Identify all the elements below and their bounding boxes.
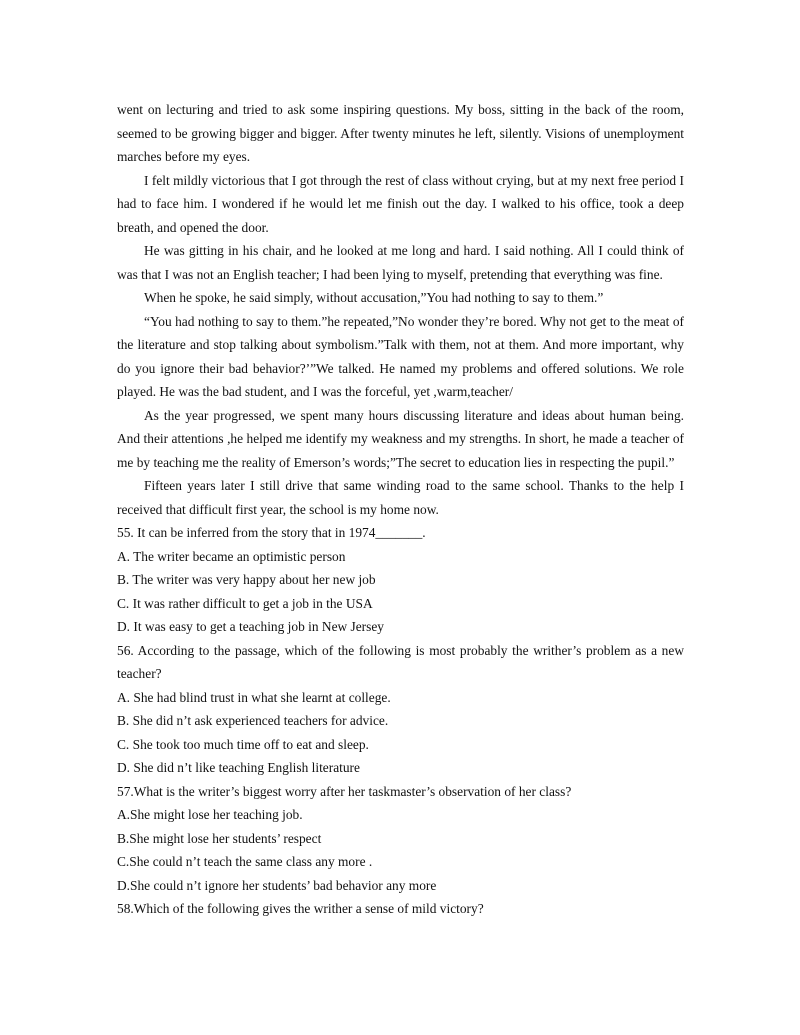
passage-paragraph-3: He was gitting in his chair, and he looked at me long and hard. I said nothing. All I could think of was that I was not an English teacher; I had been lying to myself, pretending that everything was fine. bbox=[117, 243, 684, 282]
option-a: A. The writer became an optimistic person bbox=[117, 548, 346, 564]
passage bbox=[117, 98, 684, 521]
option-a: A.She might lose her teaching job. bbox=[117, 807, 303, 822]
passage-paragraph-7: Fifteen years later I still drive that same winding road to the same school. Thanks to the help I received that difficult first year, the school is my home now. bbox=[117, 478, 684, 517]
option-c: C.She could n’t teach the same class any more . bbox=[117, 854, 373, 869]
passage-paragraph-1: went on lecturing and tried to ask some inspiring questions. My boss, sitting in the back of the room, seemed to be growing bigger and bigger. After twenty minutes he left, silently. Visions of unemployment marches before my eyes. bbox=[117, 102, 684, 164]
document-page bbox=[117, 98, 684, 921]
question-stem: 58.Which of the following gives the writher a sense of mild victory? bbox=[117, 901, 484, 916]
passage-paragraph-4: When he spoke, he said simply, without accusation,”You had nothing to say to them.” bbox=[144, 290, 604, 305]
question-57 bbox=[117, 780, 684, 898]
option-b: B. The writer was very happy about her new job bbox=[117, 572, 376, 587]
option-c: C. It was rather difficult to get a job in the USA bbox=[117, 595, 373, 611]
question-stem: 57.What is the writer’s biggest worry after her taskmaster’s observation of her class? bbox=[117, 783, 572, 799]
question-stem: 55. It can be inferred from the story that in 1974_______. bbox=[117, 525, 426, 540]
option-b: B. She did n’t ask experienced teachers for advice. bbox=[117, 713, 389, 728]
option-b: B.She might lose her students’ respect bbox=[117, 830, 322, 846]
passage-paragraph-5: “You had nothing to say to them.”he repeated,”No wonder they’re bored. Why not get to the meat of the literature and stop talking about symbolism.”Talk with them, not at them. And more important, why do you ignore their bad behavior?’”We talked. He named my problems and offered solutions. We role played. He was the bad student, and I was the forceful, yet ,warm,teacher/ bbox=[117, 313, 684, 399]
option-a: A. She had blind trust in what she learnt at college. bbox=[117, 689, 391, 705]
passage-paragraph-2: I felt mildly victorious that I got through the rest of class without crying, but at my next free period I had to face him. I wondered if he would let me finish out the day. I walked to his office, took a deep breath, and opened the door. bbox=[117, 172, 684, 235]
option-d: D.She could n’t ignore her students’ bad behavior any more bbox=[117, 877, 437, 893]
question-56 bbox=[117, 639, 684, 780]
question-58 bbox=[117, 897, 684, 921]
option-d: D. It was easy to get a teaching job in New Jersey bbox=[117, 619, 384, 634]
option-d: D. She did n’t like teaching English literature bbox=[117, 760, 360, 775]
question-55 bbox=[117, 521, 684, 639]
question-stem: 56. According to the passage, which of the following is most probably the writher’s problem as a new teacher? bbox=[117, 642, 684, 681]
passage-paragraph-6: As the year progressed, we spent many hours discussing literature and ideas about human being. And their attentions ,he helped me identify my weakness and my strengths. In short, he made a teacher of me by teaching me the reality of Emerson’s words;”The secret to education lies in respecting the pupil.” bbox=[117, 407, 684, 470]
option-c: C. She took too much time off to eat and sleep. bbox=[117, 736, 369, 752]
